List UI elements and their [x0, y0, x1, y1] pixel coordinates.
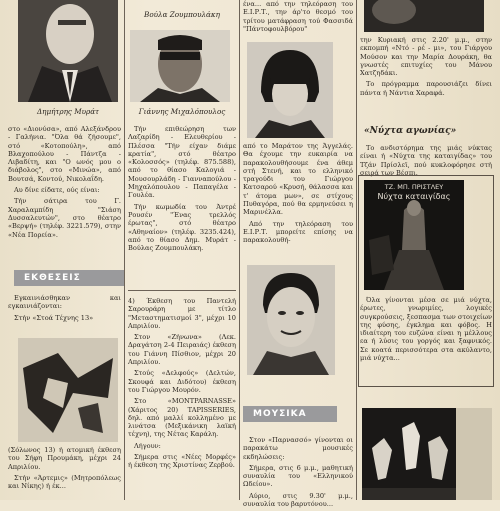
text-paragraph: Στούς «Δελφούς» (Δελτών, Σκουφά και Διδότου) έκθεση του Γιώργου Μουρόν. [128, 369, 236, 394]
top-photo [364, 0, 484, 32]
text-paragraph: Σήμερα, στις 6 μ.μ., μαθητική συναυλία του «Ελληνικού Ωδείου». [243, 463, 353, 489]
text-paragraph: Τήν επιθεώρηση των Λαζαρίδη - Ελευθερίου - Πλέσσα "Τήν είχαν διάμε κρατία", στό θέατρο «Κολοσσός» (τηλέφ. 875.588), από το θίασο Καλογιά - Μουσουρλάδη - Γιανναπούλου - Μηχαλόπουλου - Παπαγέλα - Γουλέα. [128, 125, 236, 200]
portrait-dimitris-myrat [18, 0, 118, 102]
column-rule [356, 0, 357, 500]
text-paragraph: Τήν σάτιρα του Γ. Χαραλαμπίδη "Σιάση Δυσσαλευτών", στο θέατρο «Βερψή» (τηλέφ. 3221.579), στην «Νέα Πορεία». [8, 197, 121, 239]
text-paragraph: 4) Έκθεση του Παντελή Σαρουράρη με τίτλο "Μεταστηματισμοί 3", μέχρι 10 Απριλίου. [128, 297, 236, 330]
caption-voula: Βούλα Ζουμπουλάκη [144, 10, 220, 19]
text-paragraph: Σήμερα στις «Νέες Μορφές» ή έκθεση της Χριστίνας Ζερβού. [128, 453, 236, 470]
caption-giannis: Γιάννης Μιχαλόπουλος [138, 107, 226, 116]
text-paragraph: Όλα γίνονται μέσα σε μιά νύχτα, έρωτες, γνωριμίες, λογικές συγκρούσεις, ξεσπασμα των στοιχείων της φύσης, έγκλημα και φόβος. Η ιδιαίτερη του ευζώνα είναι η μέλλους εα ή λύσις του γοργός και ξαφνικός. Σε κοατά περισσότερα στα ακύλαντο, μιά νύχτα... [360, 296, 492, 363]
text-paragraph: ένα... από την τηλεόραση του Ε.Ι.Ρ.Τ., την άρ'το θεσμό του τρίτου ματάφραση τού Φασσιδά "Πάντοφουλβόρου" [243, 0, 353, 33]
caption-dimitris: Δημήτρης Μυράτ [36, 107, 100, 116]
text-paragraph: Αυ δίνε είδατε, ούς είναι: [14, 186, 100, 195]
divider [128, 290, 236, 291]
heading-nyxta-agonias: «Νύχτα αγωνίας» [364, 126, 457, 136]
book-cover-title: Νύχτα καταιγίδας [377, 192, 451, 201]
portrait-man-smiling [247, 265, 335, 375]
text-paragraph: Στήν «Άρτεμις» (Μητροπόλεως και Νίκης) ή έκ... [8, 473, 121, 491]
text-paragraph: Το πρόγραμμα παρουσιάζει δίνει πάντα ή Νάντια Χαραφά. [360, 80, 492, 97]
artwork-image [18, 338, 118, 442]
text-paragraph: την Κυριακή στις 2.20' μ.μ., στην εκπομπή «Ντό - ρέ - μι», του Γιάργου Μούσον και την Μαρία Δουράκη, θα γνωστές επιτυχίες του Μάνου Χατζηδάκι. [360, 36, 492, 78]
text-paragraph: Αύριο, στις 9.30' μ.μ., συναυλία του βαρυτόνου... [243, 491, 353, 509]
edge-strip [456, 408, 492, 500]
text-paragraph: Στήν «Στοά Τέχνης 13» [14, 313, 94, 322]
text-paragraph: Το ανδιστόρημα της μιάς νύκτας είναι ή «Νύχτα της καταιγίδας» του Τζάν Πρίσλεϊ, πού κυκλοφόρησε στή σειρά των Βέσπι. [360, 144, 492, 177]
portrait-giannis-michalopoulos [130, 30, 230, 102]
column-rule [124, 0, 125, 500]
text-paragraph: Από την τηλεόραση του Ε.Ι.Ρ.Τ. μπορείτε επίσης να παρακολουθή- [243, 219, 353, 245]
text-paragraph: Στον «Παρνασσό» γίνονται οι παρακάτω μουσικές εκδηλώσεις: [243, 436, 353, 461]
section-bar-exhibitions: ΕΚΘΕΣΕΙΣ [14, 270, 124, 286]
text-paragraph: στο «Διονύσα», από Αλεξάνδρου - Γαλήνια. "Όλα θά ζήσουμε", στό «Κοτοπούλη», από Βλαχοπούλου - Πάντζα - Λιβαδίτη, και "Ο ωνός μου ο διάβολος", στο «Μινώα», από Βουτσά, Κοντού, Νικολαΐδη. [8, 125, 121, 183]
portrait-woman [247, 42, 333, 138]
music-performers-photo [362, 408, 456, 500]
text-paragraph: Εγκαινιάσθηκαν και εγκαινιάζονται: [8, 294, 121, 311]
text-paragraph: από το Μαράτον της Άγγελάς. Θα έχουμε την ευκαιρία να παρακολουθήσουμε ένα άθεμ στή Στενή, και το ελληνικό τραγούδι του Γιώργου Κατσαρού «Κρυσή, θάλασσα και τ' άτομα μων», σε στίχους Πυθαγόρα, πού θα ερμηνεύσει η Μαρινέλλα. [243, 142, 353, 217]
text-paragraph: (Σόλωνος 13) ή ατομική έκθεση του Σήφη Προυμάκη, μέχρι 24 Απριλίου. [8, 446, 121, 471]
column-rule [239, 0, 240, 500]
text-paragraph: Λήγουν: [134, 441, 161, 450]
text-paragraph: Στο «MONTPARNASSE» (Χάριτος 20) TAPISSERIES, δηλ. από μαλλί κολλημένο με λινάτσα (Μεξικάνικη λαϊκή τέχνη), της Νέτας Καράλη. [128, 397, 236, 439]
book-cover-author: ΤΖ. ΜΠ. ΠΡΙΣΤΛΕΥ [384, 183, 444, 191]
section-bar-music: ΜΟΥΣΙΚΑ [243, 406, 337, 422]
book-cover [364, 180, 464, 290]
text-paragraph: Στον «Ζήνωνα» (Λεκ. Δραγάτση 2-4 Πειραιάς) έκθεση του Γιάννη Πίσθιον, μέχρι 20 Απριλίου. [128, 333, 236, 367]
text-paragraph: Τήν κωμωδία του Άντρέ Ρουσέν "Ένας τρελλός έρωτας", στό θέατρο «Αθηναίον» (τηλέφ. 3235.424), από το θίασο Δημ. Μυράτ - Βούλας Ζουμπουλάκη. [128, 202, 236, 253]
